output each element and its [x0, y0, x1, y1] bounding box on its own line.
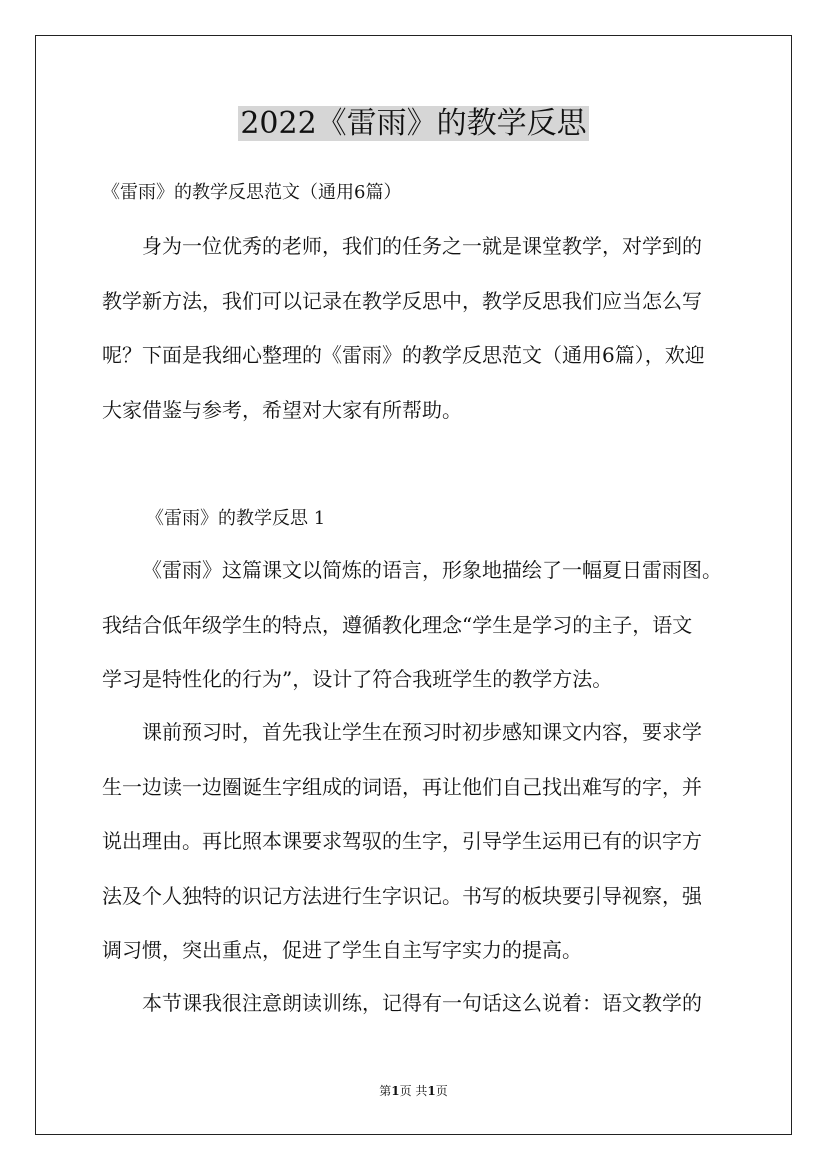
paragraph-line: 呢？下面是我细心整理的《雷雨》的教学反思范文（通用6篇），欢迎: [102, 343, 705, 367]
subtitle: 《雷雨》的教学反思范文（通用6篇）: [102, 182, 402, 203]
paragraph-line: 《雷雨》这篇课文以简炼的语言，形象地描绘了一幅夏日雷雨图。: [142, 558, 722, 582]
page-mid: 页 共: [399, 1084, 428, 1098]
page-footer: [0, 1083, 827, 1099]
paragraph-line: 说出理由。再比照本课要求驾驭的生字，引导学生运用已有的识字方: [102, 829, 702, 853]
section-heading: 《雷雨》的教学反思 1: [146, 508, 326, 529]
document-title: [0, 104, 827, 144]
paragraph-line: 法及个人独特的识记方法进行生字识记。书写的板块要引导视察，强: [102, 883, 702, 908]
paragraph-line: 教学新方法，我们可以记录在教学反思中，教学反思我们应当怎么写: [102, 288, 702, 313]
paragraph-line: 课前预习时，首先我让学生在预习时初步感知课文内容，要求学: [142, 720, 702, 744]
paragraph-line: 我结合低年级学生的特点，遵循教化理念“学生是学习的主子，语文: [102, 612, 693, 637]
page-prefix: 第: [379, 1084, 392, 1098]
page-total: 1: [427, 1084, 436, 1098]
title-text: 2022《雷雨》的教学反思: [240, 106, 587, 141]
paragraph-line: 调习惯，突出重点，促进了学生自主写字实力的提高。: [102, 938, 582, 962]
paragraph-line: 生一边读一边圈诞生字组成的词语，再让他们自己找出难写的字，并: [102, 774, 702, 799]
body-paragraph-3: [102, 976, 742, 1031]
paragraph-line: 大家借鉴与参考，希望对大家有所帮助。: [102, 397, 462, 422]
page-current: 1: [391, 1084, 400, 1098]
paragraph-line: 身为一位优秀的老师，我们的任务之一就是课堂教学，对学到的: [142, 234, 702, 258]
page-suffix: 页: [435, 1084, 448, 1098]
body-paragraph-1: [102, 543, 742, 707]
paragraph-line: 本节课我很注意朗读训练，记得有一句话这么说着：语文教学的: [142, 991, 702, 1015]
intro-paragraph: [102, 219, 742, 437]
body-paragraph-2: [102, 705, 742, 978]
paragraph-line: 学习是特性化的行为”，设计了符合我班学生的教学方法。: [102, 667, 613, 691]
